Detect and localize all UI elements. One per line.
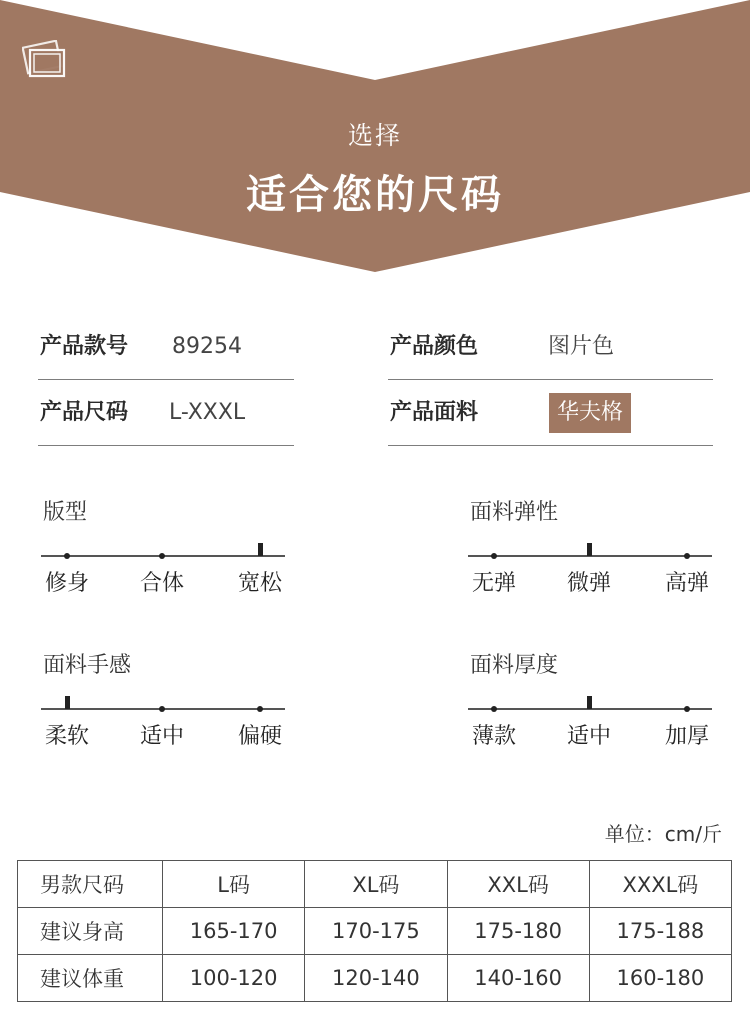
scale-dot [684, 553, 690, 559]
table-cell: 140-160 [447, 955, 589, 1002]
info-value: L-XXXL [169, 400, 246, 425]
table-header-cell: XXXL码 [589, 861, 731, 908]
table-cell: 建议体重 [18, 955, 163, 1002]
table-header-cell: XXL码 [447, 861, 589, 908]
scale-dot [257, 706, 263, 712]
scale-option-label: 合体 [140, 571, 185, 596]
table-cell: 165-170 [163, 908, 305, 955]
table-header-row [18, 861, 732, 908]
fabric-tag: 华夫格 [549, 393, 631, 433]
scale-selected-marker [258, 543, 263, 556]
table-cell: 170-175 [305, 908, 447, 955]
info-product-size [38, 381, 294, 446]
info-value: 图片色 [548, 334, 615, 359]
scale-selected-marker [587, 543, 592, 556]
info-product-fabric [388, 381, 713, 446]
scale-dot [684, 706, 690, 712]
scale-option-label: 修身 [45, 571, 90, 596]
table-cell: 175-180 [447, 908, 589, 955]
scale-hand-feel [41, 648, 285, 768]
scale-title: 版型 [43, 500, 88, 525]
info-product-code [38, 315, 294, 380]
scale-dot [491, 706, 497, 712]
scale-title: 面料弹性 [470, 500, 559, 525]
info-label: 产品面料 [390, 400, 479, 425]
info-product-color [388, 315, 713, 380]
table-cell: 175-188 [589, 908, 731, 955]
scale-dot [491, 553, 497, 559]
scale-option-label: 高弹 [665, 571, 710, 596]
scale-selected-marker [65, 696, 70, 709]
info-value: 89254 [172, 334, 242, 359]
scale-option-label: 宽松 [238, 571, 283, 596]
table-cell: 建议身高 [18, 908, 163, 955]
scale-option-label: 偏硬 [238, 724, 283, 749]
info-label: 产品款号 [40, 334, 129, 359]
info-label: 产品颜色 [390, 334, 479, 359]
scale-elasticity [468, 495, 712, 615]
scale-dot [159, 706, 165, 712]
info-label: 产品尺码 [40, 400, 129, 425]
size-table [17, 860, 732, 1002]
scale-option-label: 适中 [140, 724, 185, 749]
scale-option-label: 柔软 [45, 724, 90, 749]
table-header-cell: XL码 [305, 861, 447, 908]
scale-fit [41, 495, 285, 615]
scale-option-label: 微弹 [567, 571, 612, 596]
scale-option-label: 无弹 [472, 571, 517, 596]
table-row [18, 908, 732, 955]
banner-subtitle: 选择 [347, 121, 402, 150]
scale-option-label: 薄款 [472, 724, 517, 749]
photo-icon [22, 40, 68, 80]
scale-title: 面料厚度 [470, 653, 559, 678]
table-cell: 160-180 [589, 955, 731, 1002]
table-header-cell: L码 [163, 861, 305, 908]
scale-dot [64, 553, 70, 559]
table-row [18, 955, 732, 1002]
banner-title: 适合您的尺码 [246, 172, 504, 218]
scale-selected-marker [587, 696, 592, 709]
scale-thickness [468, 648, 712, 768]
table-cell: 100-120 [163, 955, 305, 1002]
unit-note: 单位：cm/斤 [604, 822, 722, 846]
scale-option-label: 加厚 [665, 724, 710, 749]
scale-title: 面料手感 [43, 653, 132, 678]
scale-option-label: 适中 [567, 724, 612, 749]
table-header-cell: 男款尺码 [18, 861, 163, 908]
table-cell: 120-140 [305, 955, 447, 1002]
scale-dot [159, 553, 165, 559]
